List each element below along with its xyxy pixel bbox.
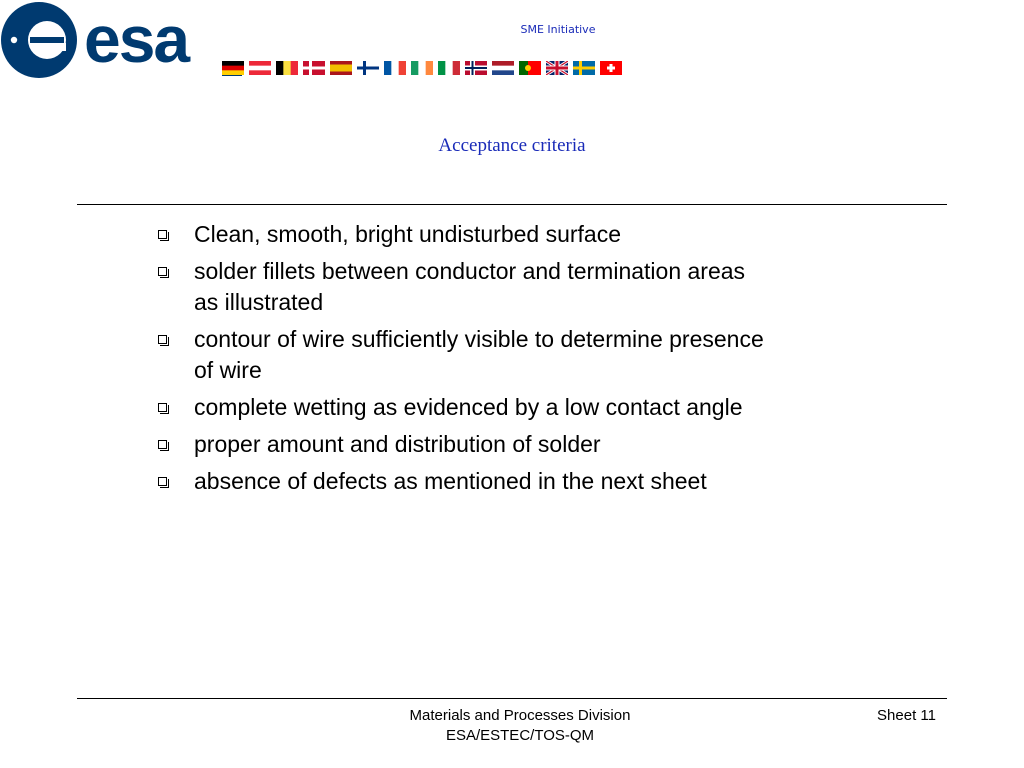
flag-netherlands-icon (492, 61, 514, 75)
flag-spain-icon (330, 61, 352, 75)
slide-title: Acceptance criteria (438, 135, 586, 156)
checkbox-bullet-icon (158, 440, 167, 449)
flag-austria-icon (249, 61, 271, 75)
flag-france-icon (384, 61, 406, 75)
sheet-number: Sheet 11 (877, 707, 936, 724)
list-item (156, 256, 770, 318)
list-item (156, 392, 770, 423)
list-item (156, 219, 770, 250)
flag-finland-icon (357, 61, 379, 75)
checkbox-bullet-icon (158, 403, 167, 412)
checkbox-bullet-icon (158, 335, 167, 344)
flag-denmark-icon (303, 61, 325, 75)
list-item-text: Clean, smooth, bright undisturbed surface (194, 221, 622, 247)
list-item (156, 324, 770, 386)
flag-sweden-icon (573, 61, 595, 75)
list-item (156, 429, 770, 460)
esa-logo-text: esa (84, 2, 189, 76)
bottom-divider (77, 698, 947, 699)
esa-logo (0, 0, 222, 80)
checkbox-bullet-icon (158, 267, 167, 276)
top-divider (77, 204, 947, 205)
list-item-text: solder fillets between conductor and termination areas as illustrated (194, 258, 746, 315)
list-item-text: complete wetting as evidenced by a low contact angle (194, 394, 743, 420)
flag-germany-icon (222, 61, 244, 75)
flag-united-kingdom-icon (546, 61, 568, 75)
list-item-text: proper amount and distribution of solder (194, 431, 601, 457)
criteria-list (156, 219, 796, 503)
initiative-label: SME Initiative (520, 23, 596, 36)
footer-division-name: Materials and Processes Division (409, 707, 631, 724)
list-item-text: contour of wire sufficiently visible to determine presence of wire (194, 326, 764, 383)
flag-italy-icon (438, 61, 460, 75)
list-item (156, 466, 770, 497)
footer-division-code: ESA/ESTEC/TOS-QM (445, 727, 595, 744)
footer-division (360, 706, 680, 746)
list-item-text: absence of defects as mentioned in the next sheet (194, 468, 707, 494)
flag-switzerland-icon (600, 61, 622, 75)
flag-portugal-icon (519, 61, 541, 75)
flag-norway-icon (465, 61, 487, 75)
checkbox-bullet-icon (158, 230, 167, 239)
member-state-flags (222, 61, 622, 77)
flag-ireland-icon (411, 61, 433, 75)
flag-belgium-icon (276, 61, 298, 75)
checkbox-bullet-icon (158, 477, 167, 486)
